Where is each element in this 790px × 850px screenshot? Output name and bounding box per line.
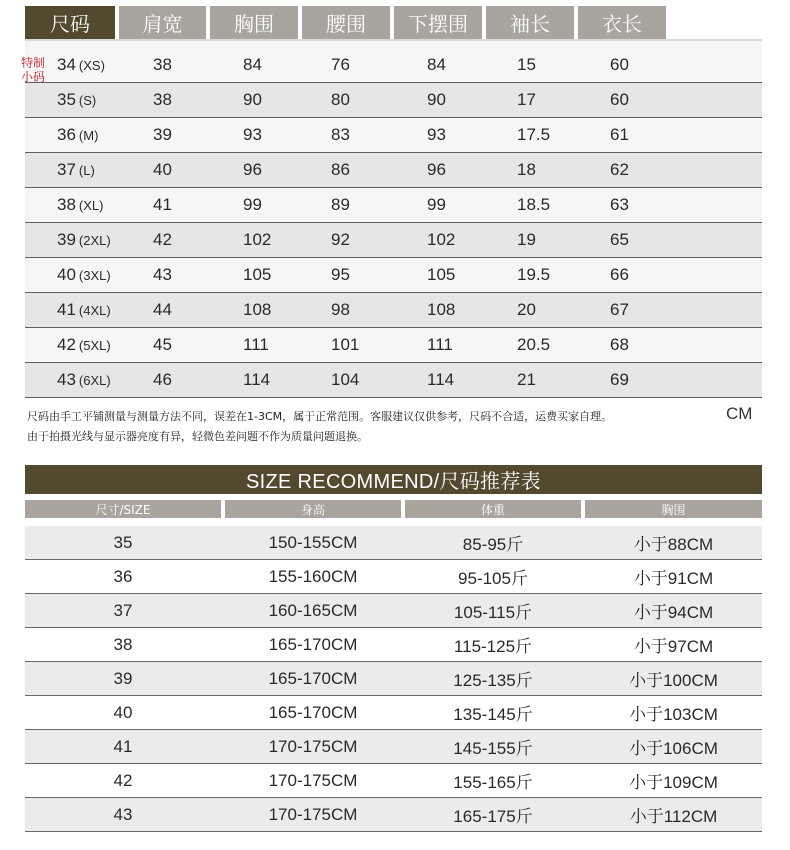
cell-sleeve: 18.5 <box>517 195 551 214</box>
cell-shoulder: 39 <box>153 125 172 144</box>
header-waist: 腰围 <box>302 6 390 39</box>
cell-sleeve: 19.5 <box>517 265 551 284</box>
cell-chest: 小于88CM <box>633 535 714 554</box>
cell-length: 61 <box>610 125 629 144</box>
cell-size <box>57 48 105 82</box>
cell-weight: 115-125斤 <box>453 637 533 656</box>
cell-weight: 125-135斤 <box>453 671 533 690</box>
cell-length: 62 <box>610 160 629 179</box>
size-tag: (4XL) <box>78 302 111 318</box>
cell-sleeve: 17.5 <box>517 125 551 144</box>
table-row <box>25 526 762 560</box>
cell-shoulder: 38 <box>153 55 172 74</box>
cell-hem: 111 <box>427 335 453 354</box>
cell-size <box>57 258 111 292</box>
cell-waist: 95 <box>331 265 350 284</box>
cell-height: 150-155CM <box>268 532 358 552</box>
table-row <box>25 798 762 832</box>
size-tag: (XS) <box>78 57 105 73</box>
cell-chest: 108 <box>243 300 272 319</box>
cell-hem: 108 <box>427 300 456 319</box>
cell-weight: 135-145斤 <box>453 705 533 724</box>
size-tag: (5XL) <box>78 337 111 353</box>
cell-size: 42 <box>113 770 133 790</box>
cell-size: 37 <box>113 600 133 620</box>
size-number: 38 <box>57 195 76 214</box>
cell-chest: 小于112CM <box>629 807 718 826</box>
cell-height: 165-170CM <box>268 634 358 654</box>
size-tag: (2XL) <box>78 232 111 248</box>
cell-shoulder: 44 <box>153 300 172 319</box>
size-tag: (M) <box>78 127 99 143</box>
cell-hem: 114 <box>427 370 455 389</box>
cell-height: 155-160CM <box>268 566 358 586</box>
cell-height: 170-175CM <box>268 770 358 790</box>
table-row <box>25 730 762 764</box>
cell-hem: 99 <box>427 195 446 214</box>
table-row <box>25 188 762 223</box>
cell-height: 165-170CM <box>268 668 358 688</box>
measurement-table-header <box>25 6 762 39</box>
cell-waist: 92 <box>331 230 350 249</box>
header-chest: 胸围 <box>585 500 762 518</box>
table-row <box>25 258 762 293</box>
size-tag: (S) <box>78 92 97 108</box>
table-row <box>25 628 762 662</box>
header-size: 尺码 <box>25 6 115 39</box>
table-row <box>25 328 762 363</box>
header-chest: 胸围 <box>210 6 298 39</box>
size-tag: (6XL) <box>78 372 111 388</box>
size-recommend-title: SIZE RECOMMEND/尺码推荐表 <box>25 465 762 494</box>
header-hem: 下摆围 <box>394 6 482 39</box>
size-number: 39 <box>57 230 76 249</box>
cell-hem: 84 <box>427 55 446 74</box>
size-number: 43 <box>57 370 76 389</box>
cell-size <box>57 83 96 117</box>
size-recommend-body <box>25 526 762 832</box>
cell-size: 41 <box>113 736 133 756</box>
cell-shoulder: 46 <box>153 370 172 389</box>
size-number: 35 <box>57 90 76 109</box>
cell-chest: 小于97CM <box>633 637 714 656</box>
table-row <box>25 696 762 730</box>
cell-chest: 小于91CM <box>633 569 714 588</box>
cell-shoulder: 41 <box>153 195 172 214</box>
cell-sleeve: 21 <box>517 370 536 389</box>
cell-chest: 93 <box>243 125 262 144</box>
table-row <box>25 83 762 118</box>
cell-waist: 104 <box>331 370 360 389</box>
cell-length: 65 <box>610 230 629 249</box>
cell-length: 68 <box>610 335 629 354</box>
color-note: 由于拍摄光线与显示器亮度有异，轻微色差问题不作为质量问题退换。 <box>27 430 368 443</box>
cell-size: 36 <box>113 566 133 586</box>
cell-hem: 93 <box>427 125 446 144</box>
measurement-table <box>25 6 762 398</box>
cell-waist: 76 <box>331 55 350 74</box>
cell-chest: 小于94CM <box>633 603 714 622</box>
cell-weight: 145-155斤 <box>453 739 533 758</box>
header-size: 尺寸/SIZE <box>25 500 221 518</box>
cell-chest: 105 <box>243 265 272 284</box>
cell-size <box>57 223 111 257</box>
cell-waist: 98 <box>331 300 350 319</box>
table-row <box>25 594 762 628</box>
cell-height: 160-165CM <box>268 600 358 620</box>
cell-chest: 102 <box>243 230 272 249</box>
cell-weight: 85-95斤 <box>462 535 524 554</box>
size-tag: (XL) <box>78 197 104 213</box>
cell-size: 35 <box>113 532 133 552</box>
cell-weight: 165-175斤 <box>453 807 533 826</box>
cell-sleeve: 19 <box>517 230 536 249</box>
cell-weight: 155-165斤 <box>453 773 533 792</box>
cell-chest: 114 <box>243 370 271 389</box>
cell-size <box>57 293 111 327</box>
header-length: 衣长 <box>578 6 666 39</box>
cell-waist: 101 <box>331 335 360 354</box>
cell-chest: 90 <box>243 90 262 109</box>
cell-size <box>57 363 111 397</box>
size-number: 42 <box>57 335 76 354</box>
size-number: 37 <box>57 160 76 179</box>
cell-sleeve: 20.5 <box>517 335 551 354</box>
size-tag: (L) <box>78 162 95 178</box>
size-number: 41 <box>57 300 76 319</box>
cell-length: 60 <box>610 55 629 74</box>
size-number: 40 <box>57 265 76 284</box>
cell-chest: 84 <box>243 55 262 74</box>
cell-length: 66 <box>610 265 629 284</box>
cell-length: 69 <box>610 370 629 389</box>
cell-weight: 105-115斤 <box>453 603 533 622</box>
size-recommend-header <box>25 500 762 518</box>
cell-hem: 96 <box>427 160 446 179</box>
cell-chest: 96 <box>243 160 262 179</box>
cell-chest: 99 <box>243 195 262 214</box>
table-row <box>25 293 762 328</box>
cell-size: 40 <box>113 702 133 722</box>
table-row <box>25 764 762 798</box>
cell-size <box>57 328 111 362</box>
cell-length: 60 <box>610 90 629 109</box>
header-shoulder: 肩宽 <box>119 6 206 39</box>
cell-waist: 83 <box>331 125 350 144</box>
table-row <box>25 118 762 153</box>
cell-length: 63 <box>610 195 629 214</box>
cell-hem: 105 <box>427 265 456 284</box>
cell-chest: 小于100CM <box>629 671 718 690</box>
cell-hem: 102 <box>427 230 456 249</box>
cell-chest: 111 <box>243 335 269 354</box>
cell-size <box>57 188 103 222</box>
cell-chest: 小于106CM <box>629 739 718 758</box>
header-sleeve: 袖长 <box>486 6 574 39</box>
cell-waist: 86 <box>331 160 350 179</box>
size-recommend-table <box>25 465 762 832</box>
cell-height: 165-170CM <box>268 702 358 722</box>
cell-sleeve: 15 <box>517 55 536 74</box>
special-small-size-label: 特制小码 <box>21 56 46 84</box>
cell-sleeve: 18 <box>517 160 536 179</box>
cell-size: 43 <box>113 804 133 824</box>
measurement-table-body <box>25 39 762 398</box>
cell-shoulder: 40 <box>153 160 172 179</box>
measurement-note: 尺码由手工平铺测量与测量方法不同，误差在1-3CM，属于正常范围。客服建议仅供参考，尺码不合适，运费买家自理。 <box>27 410 613 423</box>
header-height: 身高 <box>225 500 401 518</box>
cell-sleeve: 17 <box>517 90 536 109</box>
cell-weight: 95-105斤 <box>458 569 528 588</box>
cell-size <box>57 118 98 152</box>
size-number: 36 <box>57 125 76 144</box>
cell-shoulder: 38 <box>153 90 172 109</box>
table-row <box>25 153 762 188</box>
size-tag: (3XL) <box>78 267 111 283</box>
cell-shoulder: 42 <box>153 230 172 249</box>
table-row <box>25 662 762 696</box>
cell-size <box>57 153 95 187</box>
table-row <box>25 48 762 83</box>
size-number: 34 <box>57 55 76 74</box>
cell-hem: 90 <box>427 90 446 109</box>
cell-height: 170-175CM <box>268 736 358 756</box>
cell-size: 38 <box>113 634 133 654</box>
cell-sleeve: 20 <box>517 300 536 319</box>
cell-size: 39 <box>113 668 133 688</box>
cell-length: 67 <box>610 300 629 319</box>
cell-chest: 小于109CM <box>629 773 718 792</box>
cell-chest: 小于103CM <box>629 705 718 724</box>
cell-height: 170-175CM <box>268 804 358 824</box>
table-row <box>25 223 762 258</box>
cell-shoulder: 45 <box>153 335 172 354</box>
cell-waist: 89 <box>331 195 350 214</box>
cell-waist: 80 <box>331 90 350 109</box>
table-row <box>25 363 762 398</box>
unit-label: CM <box>726 404 753 423</box>
header-weight: 体重 <box>405 500 581 518</box>
cell-shoulder: 43 <box>153 265 172 284</box>
table-row <box>25 560 762 594</box>
